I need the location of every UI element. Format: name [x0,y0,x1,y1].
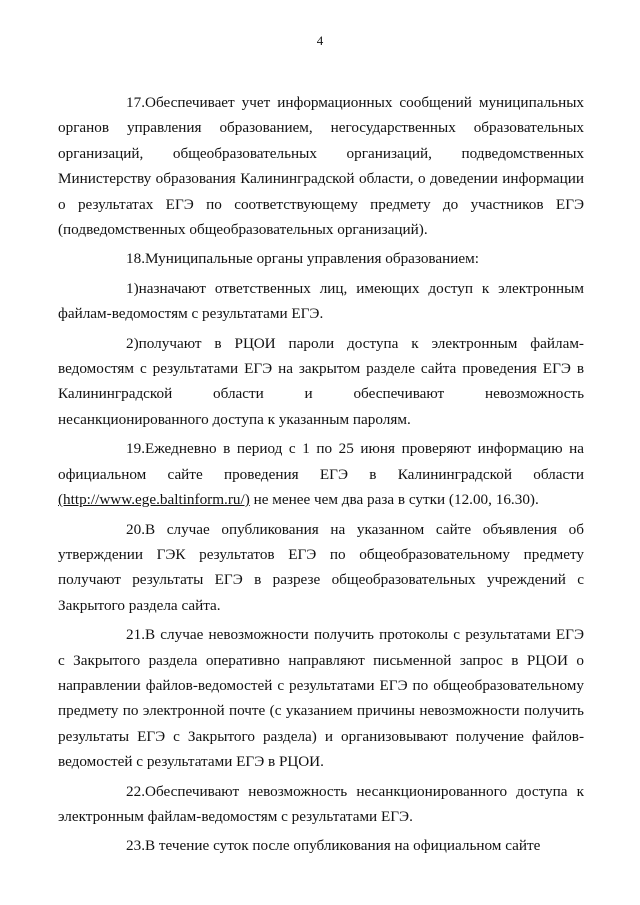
page-number: 4 [316,33,324,48]
paragraph-text: В случае опубликования на указанном сайте объявления об утверждении ГЭК результатов ЕГЭ по общеобразовательному предмету получают результаты ЕГЭ в разрезе общеобразовательных учреждений с Закрытого раздела сайта. [58,520,584,614]
paragraph-text-before-link: Ежедневно в период с 1 по 25 июня проверяют информацию на официальном сайте проведения ЕГЭ в Калининградской области [58,440,584,483]
paragraph-18-item-1 [58,276,584,327]
paragraph-number: 22. [126,782,145,800]
paragraph-23 [58,833,584,858]
paragraph-number: 17. [126,94,145,111]
paragraph-21 [58,622,584,774]
paragraph-19 [58,436,584,512]
paragraph-text: Муниципальные органы управления образованием: [144,250,479,268]
document-body [58,90,584,859]
website-link[interactable]: (http://www.ege.baltinform.ru/) [58,491,250,509]
paragraph-text: В случае невозможности получить протоколы с результатами ЕГЭ с Закрытого раздела оперативно направляют письменной запрос в РЦОИ о направлении файлов-ведомостей с результатами ЕГЭ по общеобразовательному предмету по электронной почте (с указанием причины невозможности получить результаты ЕГЭ с Закрытого раздела) и организовывают получение файлов-ведомостей с результатами ЕГЭ в РЦОИ. [58,626,584,771]
paragraph-text: В течение суток после опубликования на официальном сайте [144,837,541,855]
paragraph-number: 21. [126,626,145,644]
paragraph-number: 18. [126,250,145,268]
paragraph-text: Обеспечивает учет информационных сообщений муниципальных органов управления образованием, негосударственных образовательных организаций, общеобразовательных организаций, подведомственных Министерству образования Калининградской области, о доведении информации о результатах ЕГЭ по соответствующему предмету до участников ЕГЭ (подведомственных общеобразовательных организаций). [58,94,584,239]
paragraph-number: 23. [126,837,145,855]
paragraph-text-after-link: не менее чем два раза в сутки (12.00, 16.30). [249,491,539,509]
paragraph-number: 19. [126,440,145,458]
paragraph-18-item-2 [58,331,584,433]
paragraph-text: получают в РЦОИ пароли доступа к электронным файлам-ведомостям с результатами ЕГЭ на закрытом разделе сайта проведения ЕГЭ в Калининградской области и обеспечивают невозможность несанкционированного доступа к указанным паролям. [58,334,584,428]
paragraph-text: назначают ответственных лиц, имеющих доступ к электронным файлам-ведомостям с результатами ЕГЭ. [58,279,584,323]
paragraph-number: 2) [126,334,139,352]
paragraph-17 [58,90,584,242]
paragraph-20 [58,517,584,619]
paragraph-number: 1) [126,279,139,297]
paragraph-18 [58,246,584,271]
paragraph-text: Обеспечивают невозможность несанкционированного доступа к электронным файлам-ведомостям с результатами ЕГЭ. [58,782,584,825]
paragraph-number: 20. [126,520,145,538]
paragraph-22 [58,779,584,830]
